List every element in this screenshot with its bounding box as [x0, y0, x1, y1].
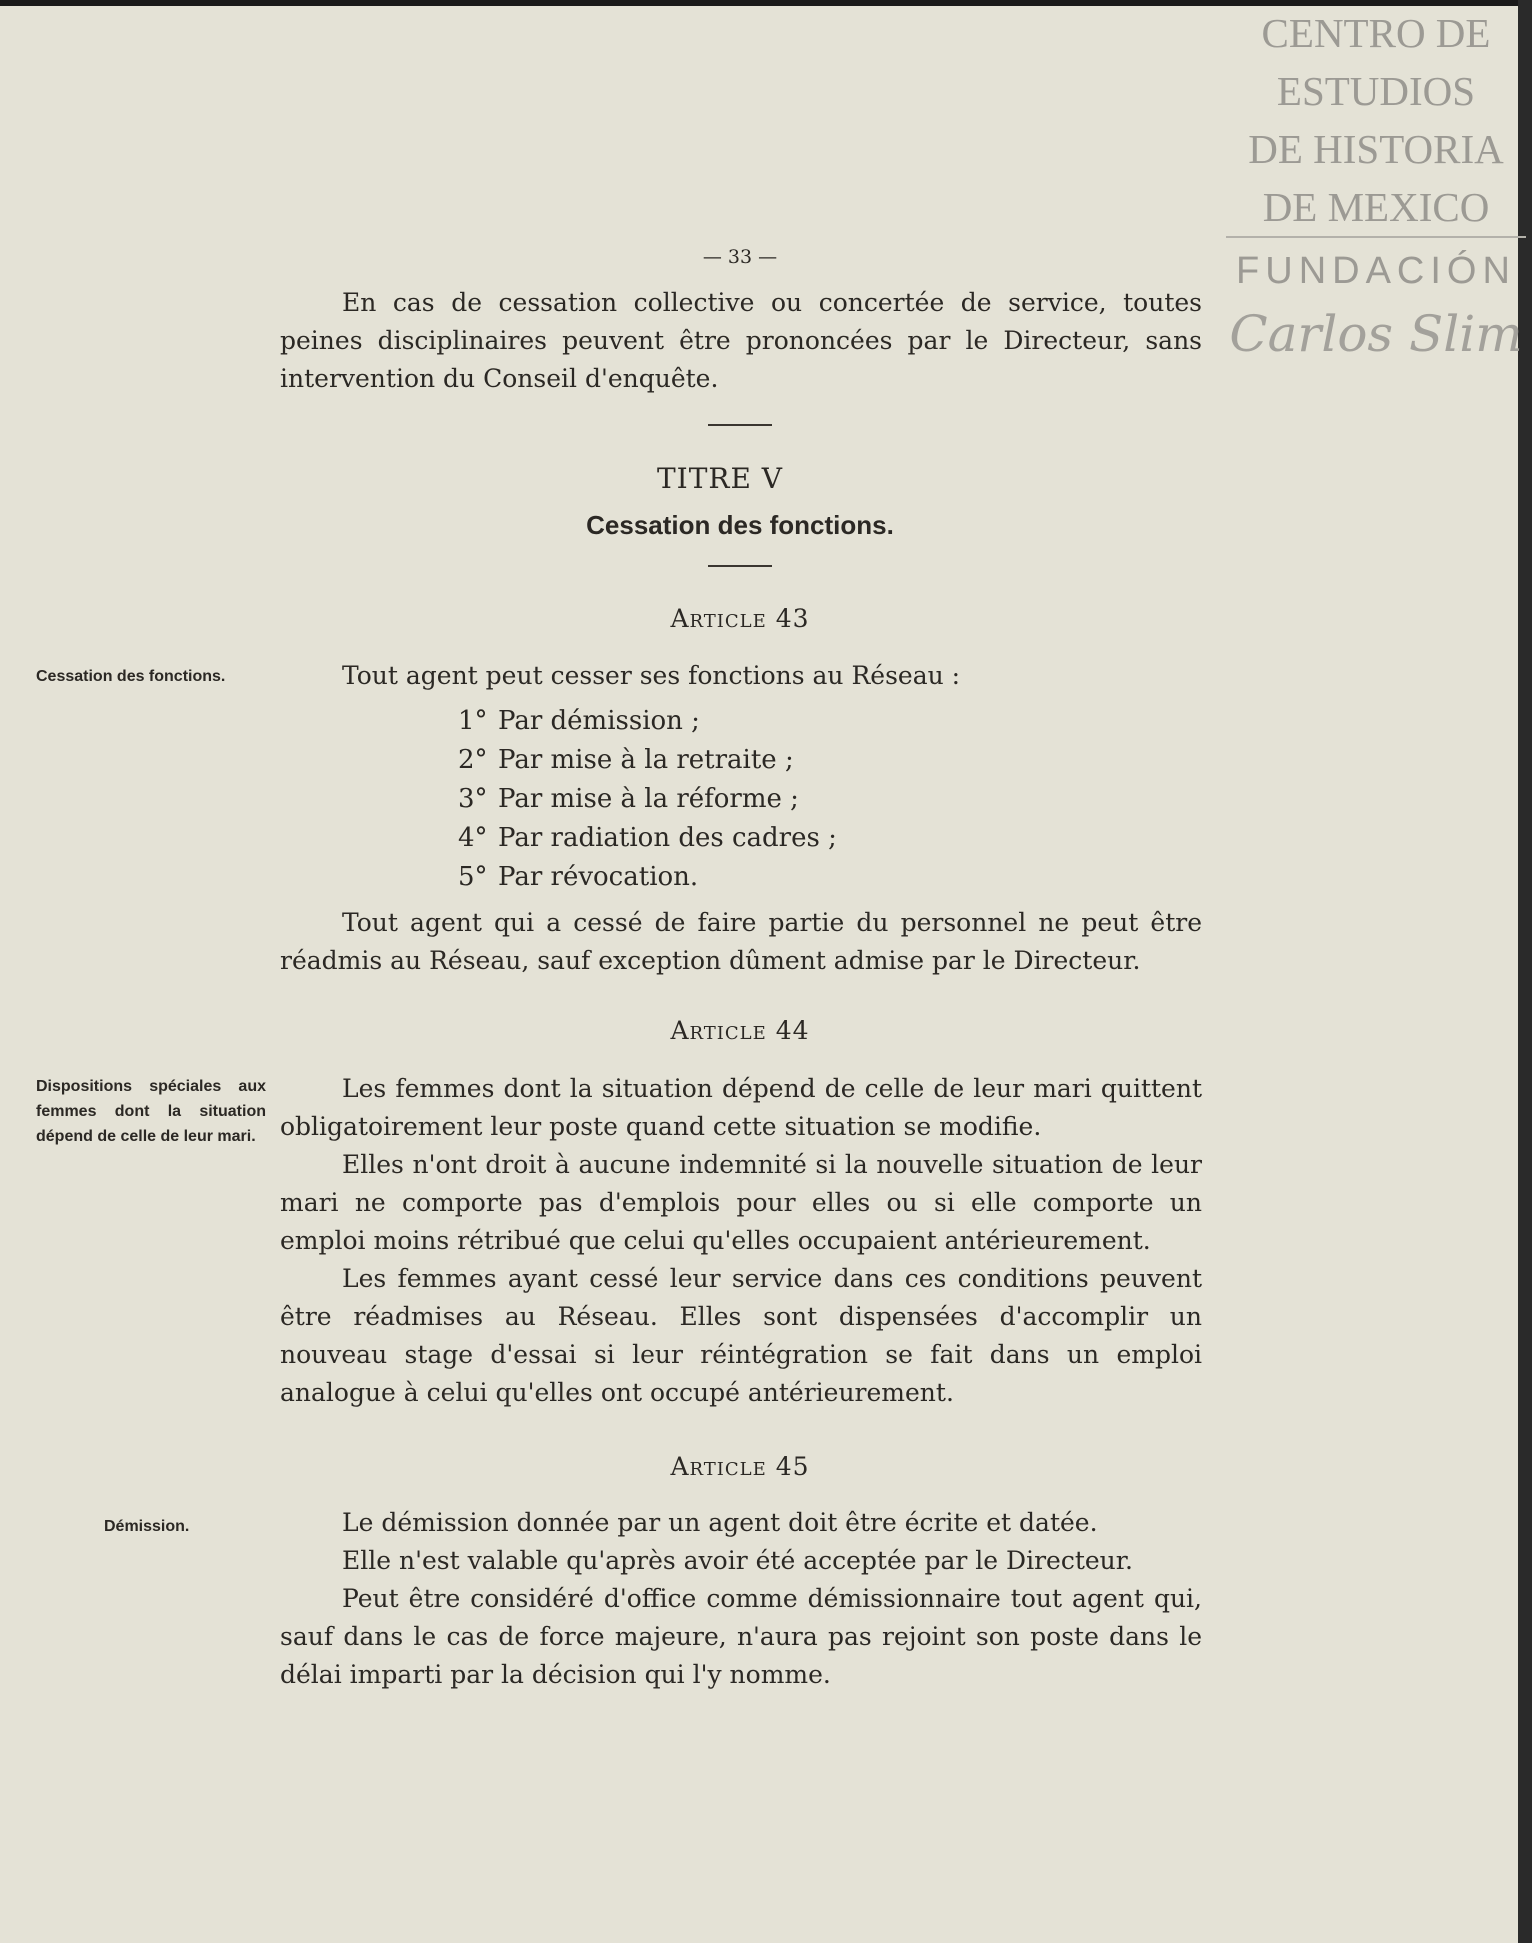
- paragraph: Tout agent qui a cessé de faire partie du personnel ne peut être réadmis au Réseau, sauf exception dûment admise par le Directeur.: [280, 908, 1202, 975]
- list-item: [458, 702, 958, 741]
- cessation-list: [458, 702, 958, 897]
- list-text: Par révocation.: [498, 862, 699, 892]
- list-number: 5°: [458, 862, 488, 892]
- watermark-line: DE HISTORIA: [1248, 126, 1504, 172]
- divider: [708, 565, 772, 567]
- intro-text: [280, 284, 1202, 398]
- watermark-signature: Carlos Slim: [1229, 305, 1523, 363]
- list-number: 3°: [458, 784, 488, 814]
- list-number: 2°: [458, 745, 488, 775]
- watermark-line: ESTUDIOS: [1276, 68, 1476, 114]
- article-43-lead: [280, 657, 1202, 695]
- paragraph: Les femmes dont la situation dépend de celle de leur mari quittent obligatoirement leur poste quand cette situation se modifie.: [280, 1074, 1202, 1141]
- margin-note-article-44: Dispositions spéciales aux femmes dont la situation dépend de celle de leur mari.: [36, 1078, 266, 1145]
- article-45-heading: Article 45: [670, 1452, 810, 1481]
- paragraph: Le démission donnée par un agent doit être écrite et datée.: [342, 1508, 1098, 1537]
- archive-watermark: [1226, 4, 1526, 236]
- watermark-line: DE MEXICO: [1262, 184, 1490, 230]
- list-text: Par mise à la réforme ;: [498, 784, 799, 814]
- titre-heading: TITRE V: [656, 462, 784, 495]
- divider: [708, 424, 772, 426]
- watermark-fundacion: FUNDACIÓN: [1236, 250, 1516, 292]
- list-item: [458, 780, 958, 819]
- article-44-heading: Article 44: [670, 1016, 810, 1045]
- titre-subtitle: Cessation des fonctions.: [586, 510, 894, 540]
- list-item: [458, 858, 958, 897]
- margin-note-article-43: Cessation des fonctions.: [36, 668, 226, 685]
- article-44-text: [280, 1070, 1202, 1412]
- paragraph: Peut être considéré d'office comme démissionnaire tout agent qui, sauf dans le cas de force majeure, n'aura pas rejoint son poste dans le délai imparti par la décision qui l'y nomme.: [280, 1584, 1202, 1689]
- list-text: Par démission ;: [498, 706, 700, 736]
- paragraph: Tout agent peut cesser ses fonctions au Réseau :: [342, 661, 961, 690]
- article-43-heading: Article 43: [670, 604, 810, 633]
- paragraph: Les femmes ayant cessé leur service dans ces conditions peuvent être réadmises au Réseau. Elles sont dispensées d'accomplir un nouveau stage d'essai si leur réintégration se fait dans un emploi analogue à celui qu'elles ont occupé antérieurement.: [280, 1264, 1202, 1407]
- article-45-text: [280, 1504, 1202, 1694]
- watermark-divider: [1226, 236, 1526, 238]
- page-number: — 33 —: [702, 246, 778, 268]
- paragraph: Elles n'ont droit à aucune indemnité si la nouvelle situation de leur mari ne comporte pas d'emplois pour elles ou si elle comporte un emploi moins rétribué que celui qu'elles occupaient antérieurement.: [280, 1150, 1202, 1255]
- list-number: 1°: [458, 706, 488, 736]
- watermark-line: CENTRO DE: [1261, 10, 1491, 56]
- list-item: [458, 741, 958, 780]
- list-number: 4°: [458, 823, 488, 853]
- list-text: Par mise à la retraite ;: [498, 745, 794, 775]
- paragraph: Elle n'est valable qu'après avoir été acceptée par le Directeur.: [342, 1546, 1133, 1575]
- list-item: [458, 819, 958, 858]
- paragraph: En cas de cessation collective ou concertée de service, toutes peines disciplinaires peuvent être prononcées par le Directeur, sans intervention du Conseil d'enquête.: [280, 288, 1202, 393]
- article-43-closing: [280, 904, 1202, 980]
- list-text: Par radiation des cadres ;: [498, 823, 837, 853]
- margin-note-article-45: Démission.: [104, 1518, 190, 1535]
